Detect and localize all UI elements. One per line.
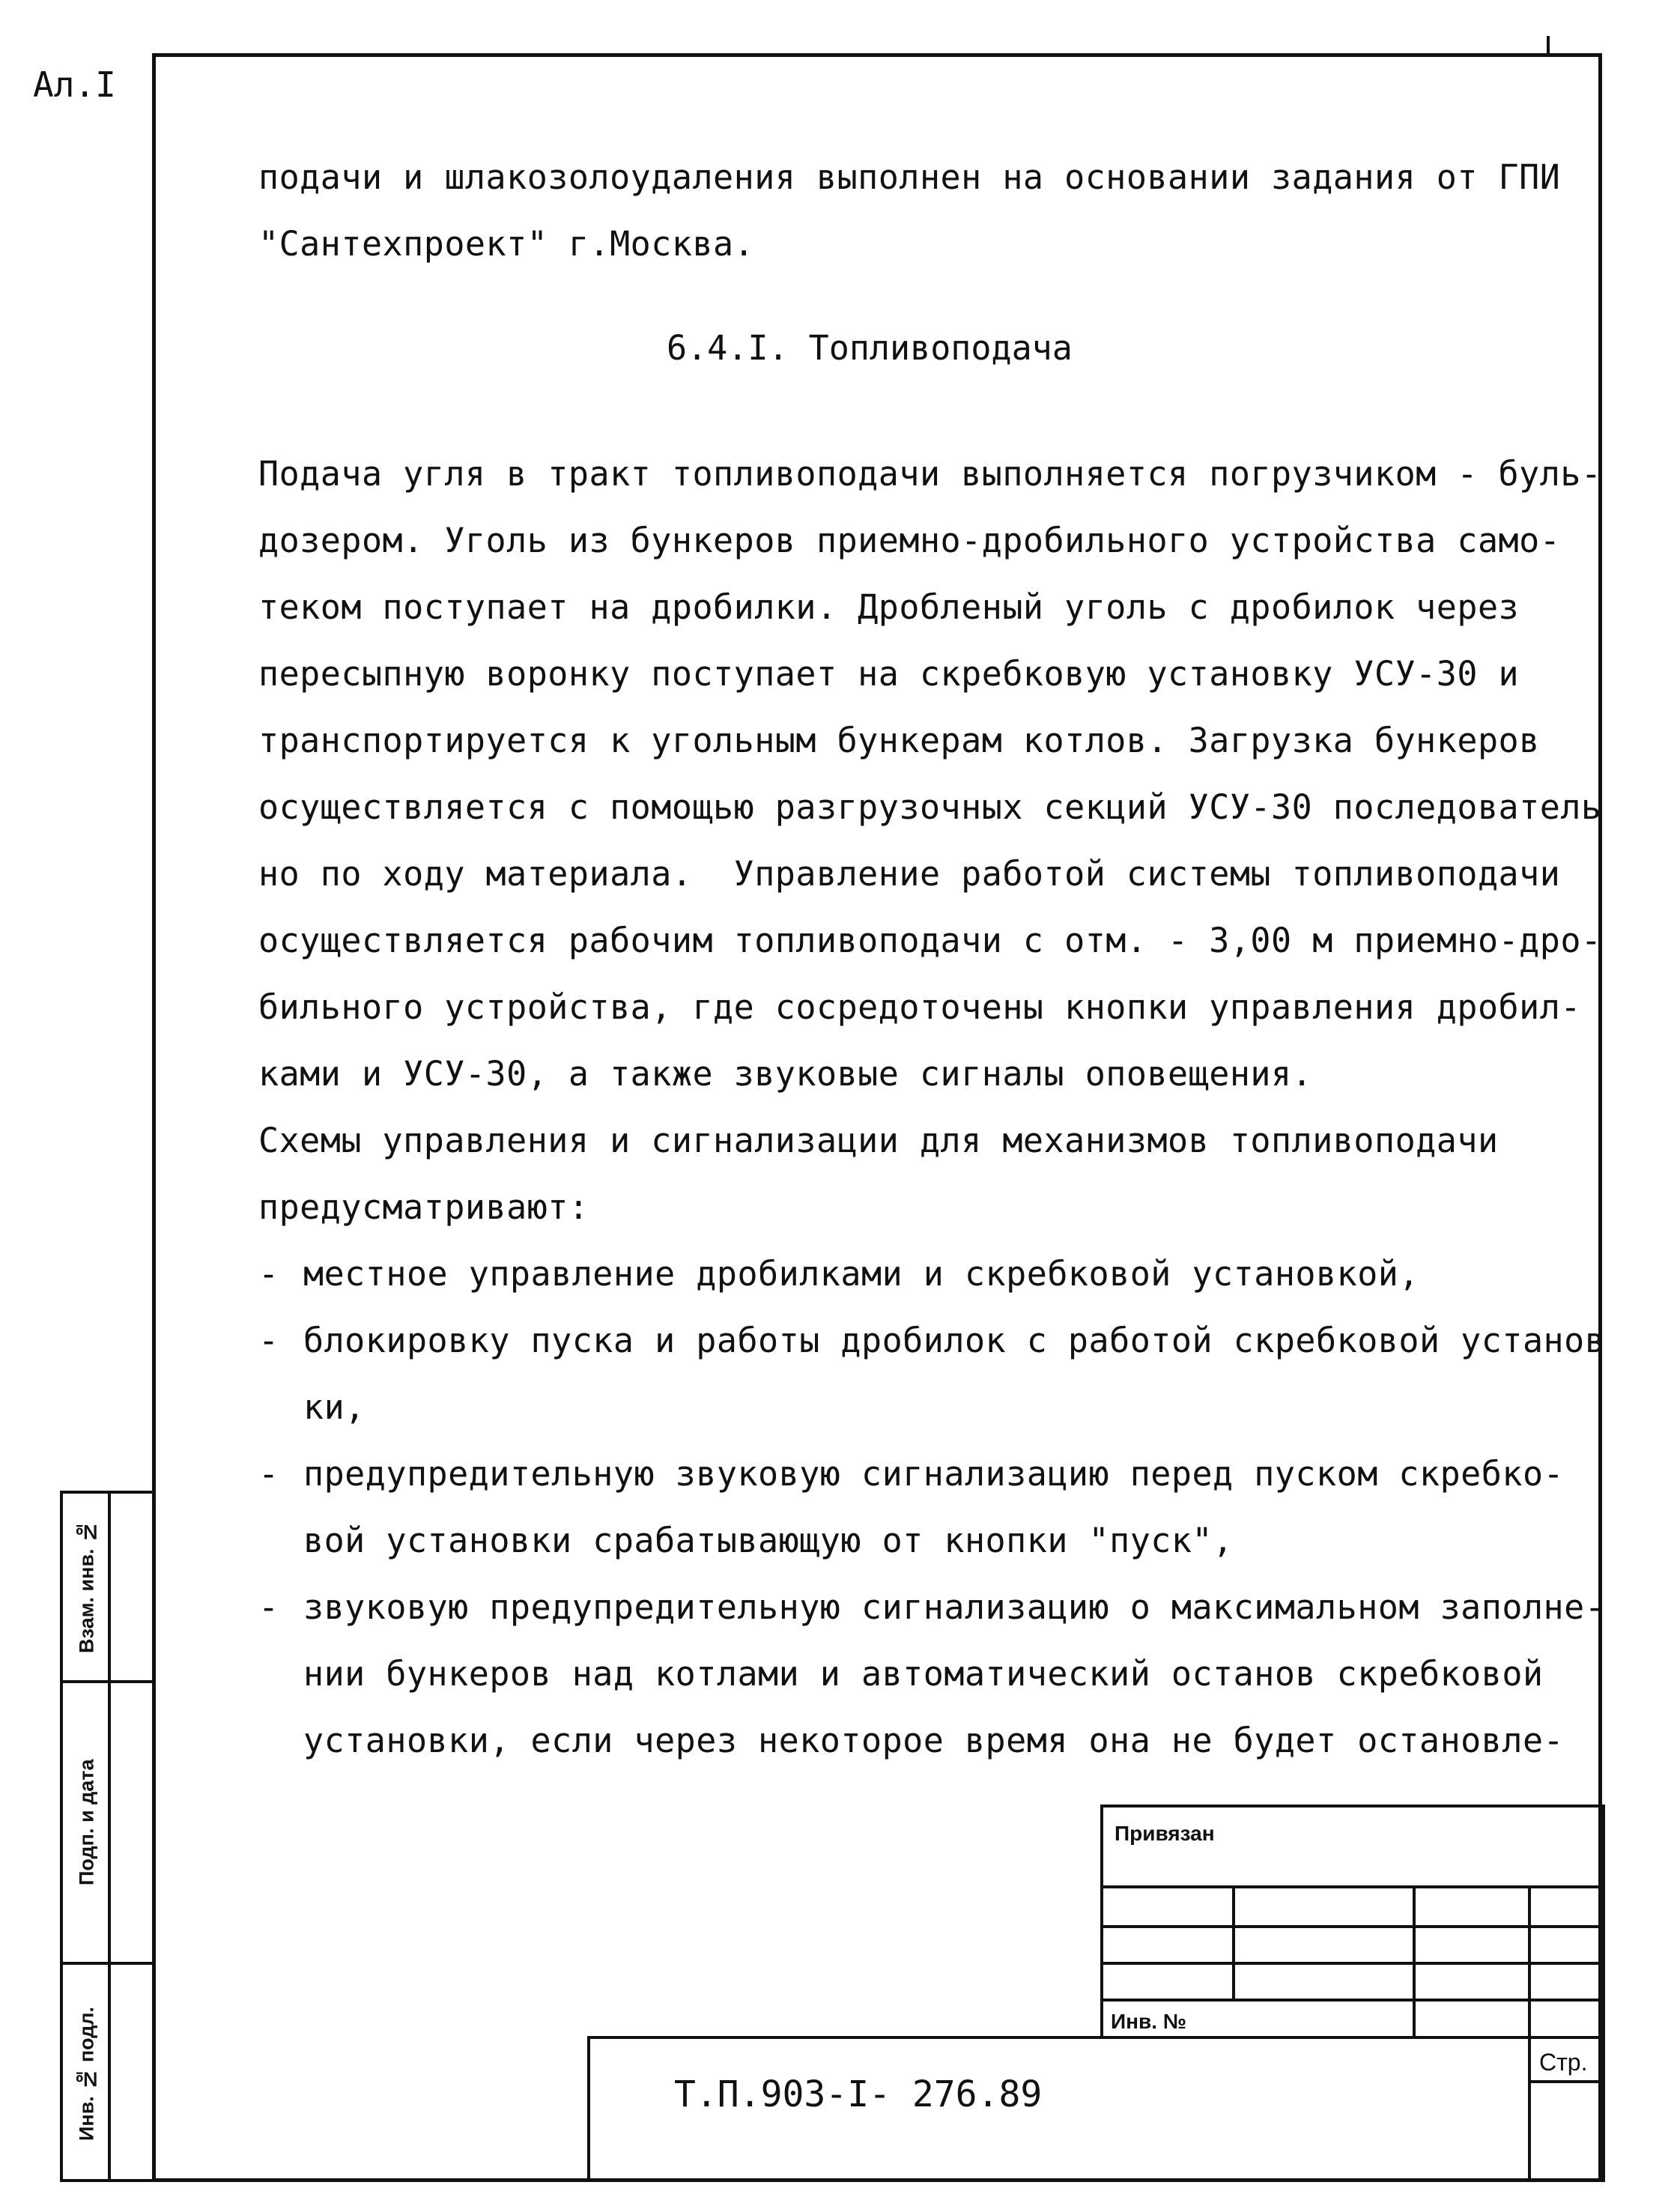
list-dash: - — [258, 1587, 279, 1627]
list-item-line: предупредительную звуковую сигнализацию перед пуском скребко- — [303, 1454, 1565, 1494]
paragraph-line: предусматривают: — [258, 1187, 589, 1227]
list-item-line: звуковую предупредительную сигнализацию о максимальном заполне- — [303, 1587, 1606, 1627]
binding-col-line — [1528, 1885, 1531, 2039]
paragraph-line: но по ходу материала. Управление работой системы топливоподачи — [258, 854, 1561, 894]
list-item-line: блокировку пуска и работы дробилок с работой скребковой установ — [303, 1321, 1606, 1360]
inv-podl-label: Инв. № подл. — [75, 2006, 98, 2141]
page-label: Стр. — [1539, 2049, 1588, 2076]
intro-line-1: подачи и шлакозолоудаления выполнен на основании задания от ГПИ — [258, 157, 1561, 197]
paragraph-line: ками и УСУ-30, а также звуковые сигналы оповещения. — [258, 1054, 1313, 1094]
side-stamp-column-line — [108, 1494, 111, 2179]
list-dash: - — [258, 1254, 279, 1294]
list-dash: - — [258, 1321, 279, 1360]
sheet-format-label: Ал.I — [33, 64, 116, 105]
section-heading: 6.4.I. Топливоподача — [667, 328, 1073, 368]
list-item-line: ки, — [303, 1387, 366, 1427]
binding-col-line — [1413, 1885, 1416, 2039]
paragraph-line: осуществляется с помощью разгрузочных секций УСУ-30 последователь — [258, 787, 1602, 827]
list-dash: - — [258, 1454, 279, 1494]
paragraph-line: осуществляется рабочим топливоподачи с отм. - 3,00 м приемно-дро- — [258, 921, 1602, 960]
inv-no-label: Инв. № — [1111, 2010, 1187, 2033]
intro-line-2: "Сантехпроект" г.Москва. — [258, 224, 755, 264]
privyazan-label: Привязан — [1115, 1822, 1215, 1845]
binding-col-line — [1232, 1885, 1235, 1999]
paragraph-line: Схемы управления и сигнализации для механизмов топливоподачи — [258, 1121, 1499, 1160]
paragraph-line: транспортируется к угольным бункерам котлов. Загрузка бункеров — [258, 721, 1540, 760]
paragraph-line: пересыпную воронку поступает на скребковую установку УСУ-30 и — [258, 654, 1520, 694]
paragraph-line: дозером. Уголь из бункеров приемно-дробильного устройства само- — [258, 521, 1561, 560]
vzam-inv-label: Взам. инв. № — [75, 1520, 98, 1654]
paragraph-line: теком поступает на дробилки. Дробленый уголь с дробилок через — [258, 587, 1520, 627]
list-item-line: вой установки срабатывающую от кнопки "пуск", — [303, 1521, 1234, 1560]
list-item-line: установки, если через некоторое время она не будет остановле- — [303, 1721, 1565, 1760]
podp-data-label: Подп. и дата — [75, 1759, 98, 1886]
page-col-line — [1528, 2036, 1531, 2182]
list-item-line: местное управление дробилками и скребковой установкой, — [303, 1254, 1419, 1294]
list-item-line: нии бункеров над котлами и автоматический останов скребковой — [303, 1654, 1544, 1694]
paragraph-line: Подача угля в тракт топливоподачи выполняется погрузчиком - буль- — [258, 454, 1602, 494]
paragraph-line: бильного устройства, где сосредоточены кнопки управления дробил- — [258, 987, 1581, 1027]
page-row-line — [1528, 2080, 1605, 2083]
document-code: Т.П.903-I- 276.89 — [674, 2073, 1043, 2115]
side-stamp — [60, 1491, 156, 2182]
